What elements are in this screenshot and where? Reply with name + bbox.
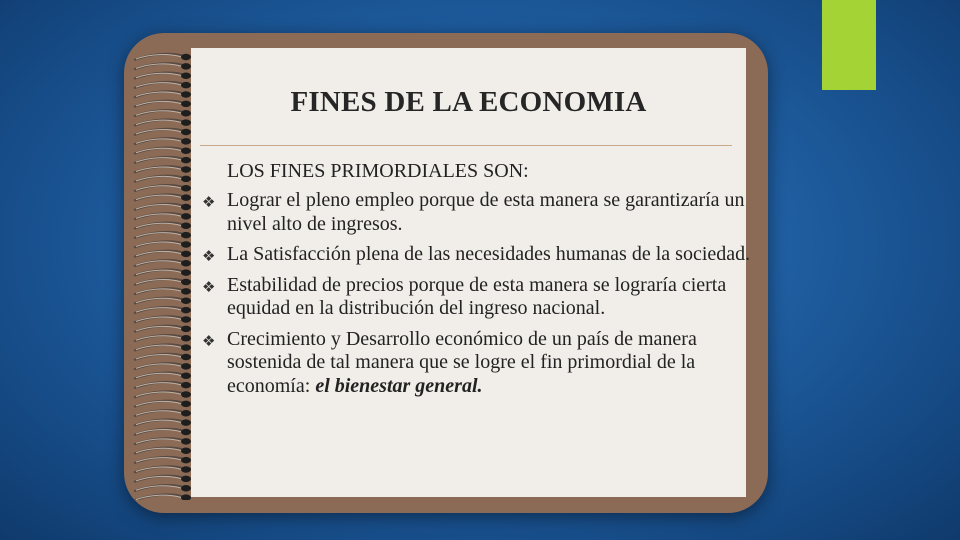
binding-ring — [134, 166, 191, 172]
binding-ring — [134, 466, 191, 472]
diamond-bullet-icon: ❖ — [202, 247, 216, 265]
binding-ring — [134, 91, 191, 97]
binding-ring — [134, 307, 191, 313]
slide-title: FINES DE LA ECONOMIA — [290, 86, 647, 118]
binding-ring — [134, 251, 191, 257]
binding-ring — [134, 326, 191, 332]
binding-ring — [134, 457, 191, 463]
binding-ring — [134, 63, 191, 69]
bullet-text: La Satisfacción plena de las necesidades humanas de la sociedad. — [227, 243, 751, 265]
bullet-text: Lograr el pleno empleo porque de esta manera se garantizaría un nivel alto de ingresos. — [227, 189, 745, 235]
binding-ring — [134, 382, 191, 388]
binding-ring — [134, 279, 191, 285]
diamond-bullet-icon: ❖ — [202, 193, 216, 211]
binding-ring — [134, 260, 191, 266]
binding-ring — [134, 476, 191, 482]
binding-ring — [134, 204, 191, 210]
diamond-bullet-icon: ❖ — [202, 331, 216, 350]
binding-ring — [134, 138, 191, 144]
bullet-text: Estabilidad de precios porque de esta manera se lograría cierta equidad en la distribución del ingreso nacional. — [227, 273, 727, 319]
binding-ring — [134, 401, 191, 407]
bullet-emphasis: el bienestar general. — [315, 374, 483, 397]
binding-ring — [134, 298, 191, 304]
binding-ring — [134, 194, 191, 200]
binding-ring — [134, 232, 191, 238]
list-item — [202, 189, 757, 236]
bullet-text: Crecimiento y Desarrollo económico de un país de manera sostenida de tal manera que se logre el fin primordial de la economía: — [227, 327, 697, 397]
binding-ring — [134, 148, 191, 154]
title-divider — [200, 145, 732, 146]
slide-subtitle: LOS FINES PRIMORDIALES SON: — [227, 160, 529, 182]
binding-ring — [134, 354, 191, 360]
binding-ring — [134, 494, 191, 500]
binding-ring — [134, 176, 191, 182]
binding-ring — [134, 410, 191, 416]
list-item — [202, 243, 757, 267]
accent-bar — [822, 0, 876, 90]
binding-ring — [134, 223, 191, 229]
binding-ring — [134, 185, 191, 191]
binding-ring — [134, 73, 191, 79]
binding-ring — [134, 82, 191, 88]
binding-ring — [134, 335, 191, 341]
binding-ring — [134, 344, 191, 350]
binding-ring — [134, 391, 191, 397]
binding-ring — [134, 363, 191, 369]
binding-ring — [134, 419, 191, 425]
binding-ring — [134, 429, 191, 435]
binding-ring — [134, 269, 191, 275]
binding-ring — [134, 157, 191, 163]
binding-ring — [134, 438, 191, 444]
diamond-bullet-icon: ❖ — [202, 277, 216, 296]
list-item — [202, 328, 757, 399]
binding-ring — [134, 485, 191, 491]
binding-ring — [134, 110, 191, 116]
binding-ring — [134, 119, 191, 125]
spiral-binding-icon — [130, 50, 200, 500]
bullet-list — [202, 189, 757, 405]
binding-ring — [134, 448, 191, 454]
binding-ring — [134, 54, 191, 60]
binding-ring — [134, 288, 191, 294]
binding-ring — [134, 101, 191, 107]
binding-ring — [134, 316, 191, 322]
binding-ring — [134, 241, 191, 247]
list-item — [202, 274, 757, 321]
binding-ring — [134, 373, 191, 379]
binding-ring — [134, 129, 191, 135]
binding-ring — [134, 213, 191, 219]
